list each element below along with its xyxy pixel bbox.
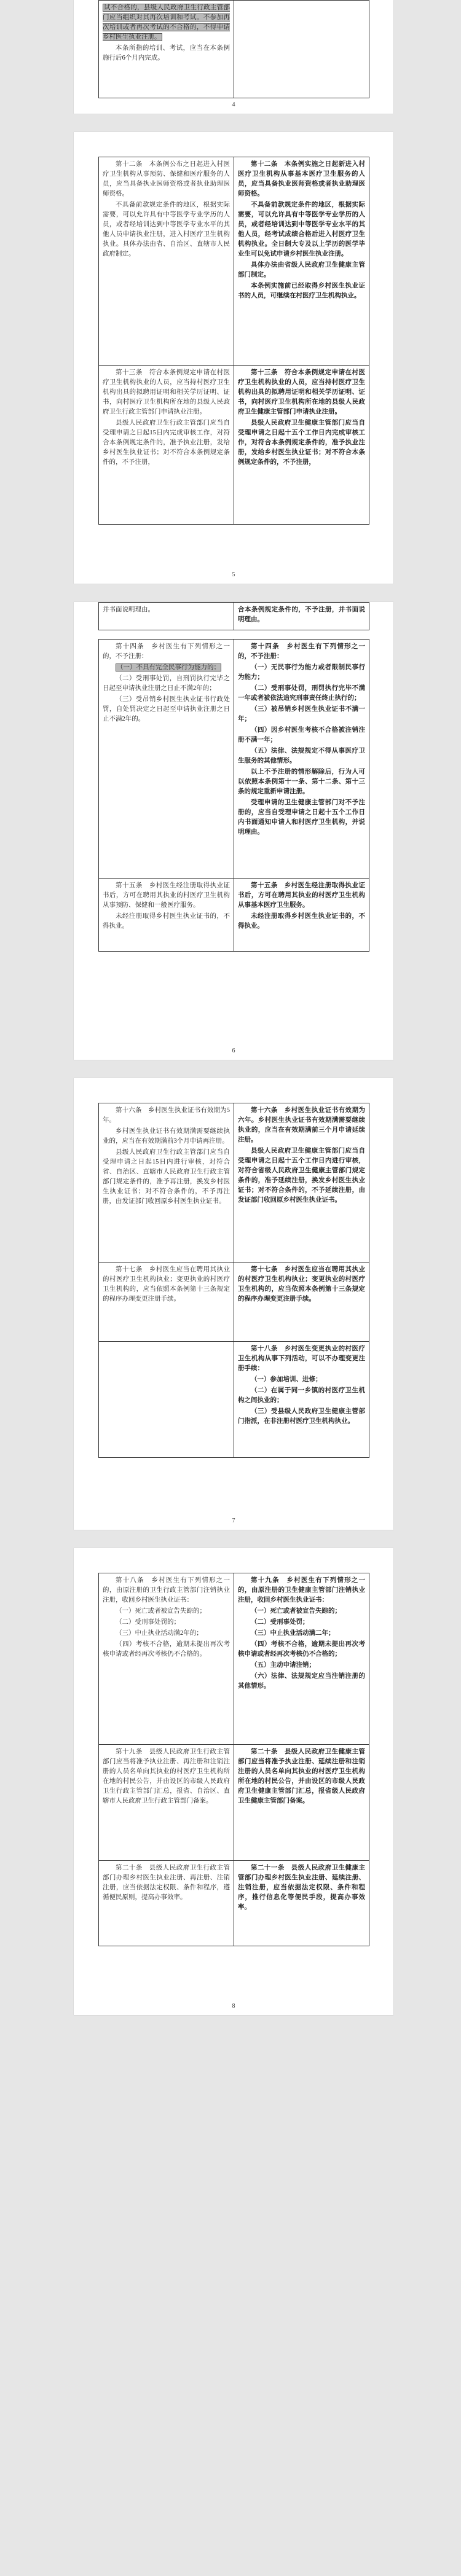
article-19-old: 第十九条 县级人民政府卫生行政主管部门应当将准予执业注册、再注册和注销注册的人员名单向其执业的村医疗卫生机构所在地的村民公告，并由设区的市级人民政府卫生行政主管部门汇总，报省、自治区、直辖市人民政府卫生行政主管部门备案。: [103, 1748, 230, 1804]
article-15-old: 第十五条 乡村医生经注册取得执业证书后，方可在聘用其执业的村医疗卫生机构从事预防、保健和一般医疗服务。: [103, 882, 230, 909]
paragraph: 受理申请的卫生健康主管部门对不予注册的，应当自受理申请之日起十五个工作日内书面通知申请人和村医疗卫生机构，并说明理由。: [238, 799, 365, 836]
paragraph: 县级人民政府卫生健康主管部门应当自受理申请之日起十五个工作日内完成审核工作，对符合本条例规定条件的，准予执业注册，发给乡村医生执业证书；对不符合本条例规定条件的，不予注册，: [238, 420, 365, 466]
comparison-table: [98, 0, 369, 98]
paragraph: 不具备前款规定条件的地区，根据实际需要，可以允许具有中等医学专业学历的人员，或者经培训达到中等医学专业水平的其他人员申请执业注册，进入村医疗卫生机构执业。具体办法由省、自治区、直辖市人民政府制定。: [103, 202, 230, 257]
article-20-new: 第二十条 县级人民政府卫生健康主管部门应当将准予执业注册、延续注册和注销注册的人员名单向其执业的村医疗卫生机构所在地的村民公告，并由设区的市级人民政府卫生健康主管部门汇总，报省级人民政府卫生健康主管部门备案。: [238, 1748, 365, 1804]
new-text-cell: [234, 1342, 369, 1458]
paragraph: （四）因乡村医生考核不合格被注销注册不满一年；: [238, 727, 365, 743]
article-21-new: 第二十一条 县级人民政府卫生健康主管部门办理乡村医生执业注册、延续注册、注销注册，应当依据法定权限、条件和程序，推行信息化等便民手段，提高办事效率。: [238, 1865, 365, 1911]
paragraph: 县级人民政府卫生健康主管部门应当自受理申请之日起十五个工作日内进行审核，对符合省级人民政府卫生健康主管部门规定条件的，准予延续注册，换发乡村医生执业证书；对不符合条件的，不予延续注册，由发证部门收回原乡村医生执业证书。: [238, 1148, 365, 1204]
table-row: [99, 366, 369, 525]
new-text-cell: [234, 366, 369, 525]
old-text-cell: [99, 157, 234, 366]
new-text-cell: [234, 157, 369, 366]
old-text-cell: [99, 879, 234, 952]
table-row: [99, 603, 369, 630]
article-12-old: 第十二条 本条例公布之日起进入村医疗卫生机构从事预防、保健和医疗服务的人员，应当具备执业医师资格或者执业助理医师资格。: [103, 161, 230, 197]
page-number: 6: [232, 1047, 235, 1054]
paragraph: （五）法律、法规规定不得从事医疗卫生服务的其他情形。: [238, 748, 365, 764]
old-text-cell: [99, 603, 234, 630]
document-page: [74, 1078, 393, 1530]
article-12-new: 第十二条 本条例实施之日起新进入村医疗卫生机构从事基本医疗卫生服务的人员，应当具备执业医师资格或者执业助理医师资格。: [238, 161, 365, 197]
paragraph: （二）受刑事处罚；: [251, 1619, 309, 1626]
old-text-cell: [99, 1573, 234, 1745]
article-17-new: 第十七条 乡村医生应当在聘用其执业的村医疗卫生机构执业；变更执业的村医疗卫生机构的，应当依照本条例第十三条规定的程序办理变更注册手续。: [238, 1266, 365, 1302]
article-16-new: 第十六条 乡村医生执业证书有效期为六年。乡村医生执业证书有效期满需要继续执业的，应当在有效期满前三个月申请延续注册。: [238, 1107, 365, 1143]
article-14-new: 第十四条 乡村医生有下列情形之一的，不予注册：: [238, 643, 365, 660]
article-17-old: 第十七条 乡村医生应当在聘用其执业的村医疗卫生机构执业；变更执业的村医疗卫生机构的，应当依照本条例第十三条规定的程序办理变更注册手续。: [103, 1266, 230, 1302]
new-text-cell: [234, 640, 369, 879]
table-row: [99, 1573, 369, 1745]
paragraph: 县级人民政府卫生行政主管部门应当自受理申请之日起15日内完成审核工作，对符合本条例规定条件的，准予执业注册，发给乡村医生执业证书；对不符合本条例规定条件的，不予注册，: [103, 420, 230, 466]
paragraph: （一）不具有完全民事行为能力的；: [117, 664, 220, 671]
new-text-cell: [234, 1, 369, 98]
new-text-cell: [234, 1745, 369, 1861]
comparison-table: [98, 602, 369, 630]
paragraph: 乡村医生执业证书有效期满需要继续执业的，应当在有效期满前3个月申请再注册。: [103, 1128, 230, 1145]
old-text-cell: [99, 1342, 234, 1458]
table-row: [99, 1745, 369, 1861]
old-text-cell: [99, 1745, 234, 1861]
page-number: 7: [232, 1517, 235, 1524]
paragraph: （三）中止执业活动满2年的；: [116, 1630, 203, 1637]
paragraph: 本条所指的培训、考试，应当在本条例施行后6个月内完成。: [103, 45, 230, 61]
document-page: [74, 0, 393, 114]
new-text-cell: [234, 1573, 369, 1745]
comparison-table: [98, 1103, 369, 1458]
table-row: [99, 1103, 369, 1263]
paragraph: （四）考核不合格，逾期未提出再次考核申请或者经再次考核仍不合格的；: [238, 1641, 365, 1658]
article-16-old: 第十六条 乡村医生执业证书有效期为5年。: [103, 1107, 230, 1124]
old-text-cell: [99, 640, 234, 879]
paragraph: 具体办法由省级人民政府卫生健康主管部门制定。: [238, 262, 365, 278]
paragraph: （一）死亡或者被宣告失踪的；: [116, 1608, 206, 1615]
article-15-new: 第十五条 乡村医生经注册取得执业证书后，方可在聘用其执业的村医疗卫生机构从事基本医疗卫生服务。: [238, 882, 365, 909]
paragraph: （三）中止执业活动满二年；: [251, 1630, 335, 1637]
paragraph: 合本条例规定条件的，不予注册，并书面说明理由。: [238, 606, 365, 623]
paragraph: （二）在属于同一乡镇的村医疗卫生机构之间执业的；: [238, 1387, 365, 1404]
old-text-cell: [99, 1, 234, 98]
new-text-cell: [234, 1103, 369, 1263]
paragraph: 未经注册取得乡村医生执业证书的，不得执业。: [103, 913, 230, 930]
old-text-cell: [99, 1263, 234, 1342]
article-14-old: 第十四条 乡村医生有下列情形之一的，不予注册：: [103, 643, 230, 660]
paragraph: 未经注册取得乡村医生执业证书的，不得执业。: [238, 913, 365, 930]
new-text-cell: [234, 1263, 369, 1342]
page-number: 8: [232, 2003, 235, 2010]
page-number: 4: [232, 101, 235, 108]
paragraph: 并书面说明理由。: [103, 606, 154, 613]
new-text-cell: [234, 879, 369, 952]
paragraph: 不具备前款规定条件的地区，根据实际需要，可以允许具有中等医学专业学历的人员，或者经培训达到中等医学专业水平的其他人员，经考试成绩合格后进入村医疗卫生机构执业。全日制大专及以上学历的医学毕业生可以免试申请乡村医生执业注册。: [238, 202, 365, 257]
comparison-table: [98, 157, 369, 525]
paragraph: （三）受县级人民政府卫生健康主管部门指派，在非注册村医疗卫生机构执业。: [238, 1408, 365, 1425]
old-text-cell: [99, 1861, 234, 1946]
paragraph: 试不合格的，县级人民政府卫生行政主管部门应当组织对其再次培训和考试。不参加再次培训或者再次考试的不合格的，不得申请乡村医生执业注册。: [103, 4, 230, 41]
paragraph: （五）主动申请注销；: [251, 1662, 315, 1669]
paragraph: （一）参加培训、进修；: [251, 1376, 322, 1383]
article-19-new: 第十九条 乡村医生有下列情形之一的，由原注册的卫生健康主管部门注销执业注册，收回乡村医生执业证书：: [238, 1577, 365, 1603]
paragraph: 县级人民政府卫生行政主管部门应当自受理申请之日起15日内进行审核，对符合省、自治区、直辖市人民政府卫生行政主管部门规定条件的，准予再注册，换发乡村医生执业证书；对不符合条件的，不予再注册，由发证部门收回原乡村医生执业证书。: [103, 1149, 230, 1205]
article-18-new: 第十八条 乡村医生变更执业的村医疗卫生机构从事下列活动，可以不办理变更注册手续：: [238, 1345, 365, 1372]
new-text-cell: [234, 603, 369, 630]
paragraph: （六）法律、法规规定应当注销注册的其他情形。: [238, 1673, 365, 1689]
article-13-old: 第十三条 符合本条例规定申请在村医疗卫生机构执业的人员，应当持村医疗卫生机构出具的拟聘用证明和相关学历证明、证书，向村医疗卫生机构所在地的县级人民政府卫生行政主管部门申请执业注册。: [103, 369, 230, 415]
paragraph: 本条例实施前已经取得乡村医生执业证书的人员，可继续在村医疗卫生机构执业。: [238, 283, 365, 299]
table-row: [99, 1342, 369, 1458]
paragraph: （二）受刑事处罚，自刑罚执行完毕之日起至申请执业注册之日止不满2年的；: [103, 675, 230, 692]
article-18-old: 第十八条 乡村医生有下列情形之一的，由原注册的卫生行政主管部门注销执业注册，收回乡村医生执业证书：: [103, 1577, 230, 1603]
article-20-old: 第二十条 县级人民政府卫生行政主管部门办理乡村医生执业注册、再注册、注销注册，应当依据法定权限、条件和程序，遵循便民原则，提高办事效率。: [103, 1865, 230, 1901]
paragraph: （四）考核不合格，逾期未提出再次考核申请或者经再次考核仍不合格的。: [103, 1641, 230, 1658]
paragraph: （三）被吊销乡村医生执业证书不满一年；: [238, 706, 365, 722]
table-row: [99, 879, 369, 952]
comparison-table: [98, 639, 369, 952]
old-text-cell: [99, 1103, 234, 1263]
table-row: [99, 640, 369, 879]
table-row: [99, 157, 369, 366]
document-page: [74, 132, 393, 584]
paragraph: （二）受刑事处罚的；: [116, 1619, 180, 1626]
article-13-new: 第十三条 符合本条例规定申请在村医疗卫生机构执业的人员，应当持村医疗卫生机构出具的拟聘用证明和相关学历证明、证书，向村医疗卫生机构所在地的县级人民政府卫生健康主管部门申请执业注册。: [238, 369, 365, 415]
page-number: 5: [232, 571, 235, 578]
paragraph: （三）受吊销乡村医生执业证书行政处罚，自处罚决定之日起至申请执业注册之日止不满2年的。: [103, 696, 230, 722]
new-text-cell: [234, 1861, 369, 1946]
document-page: [74, 602, 393, 1060]
table-row: [99, 1263, 369, 1342]
comparison-table: [98, 1573, 369, 1946]
paragraph: （二）受刑事处罚，刑罚执行完毕不满一年或者被依法追究刑事责任终止执行的；: [238, 685, 365, 702]
paragraph: （一）无民事行为能力或者限制民事行为能力；: [238, 664, 365, 681]
old-text-cell: [99, 366, 234, 525]
document-page: [74, 1548, 393, 2015]
table-row: [99, 1861, 369, 1946]
paragraph: （一）死亡或者被宣告失踪的；: [251, 1608, 341, 1615]
table-row: [99, 1, 369, 98]
paragraph: 以上不予注册的情形解除后，行为人可以依照本条例第十一条、第十二条、第十三条的规定重新申请注册。: [238, 769, 365, 795]
